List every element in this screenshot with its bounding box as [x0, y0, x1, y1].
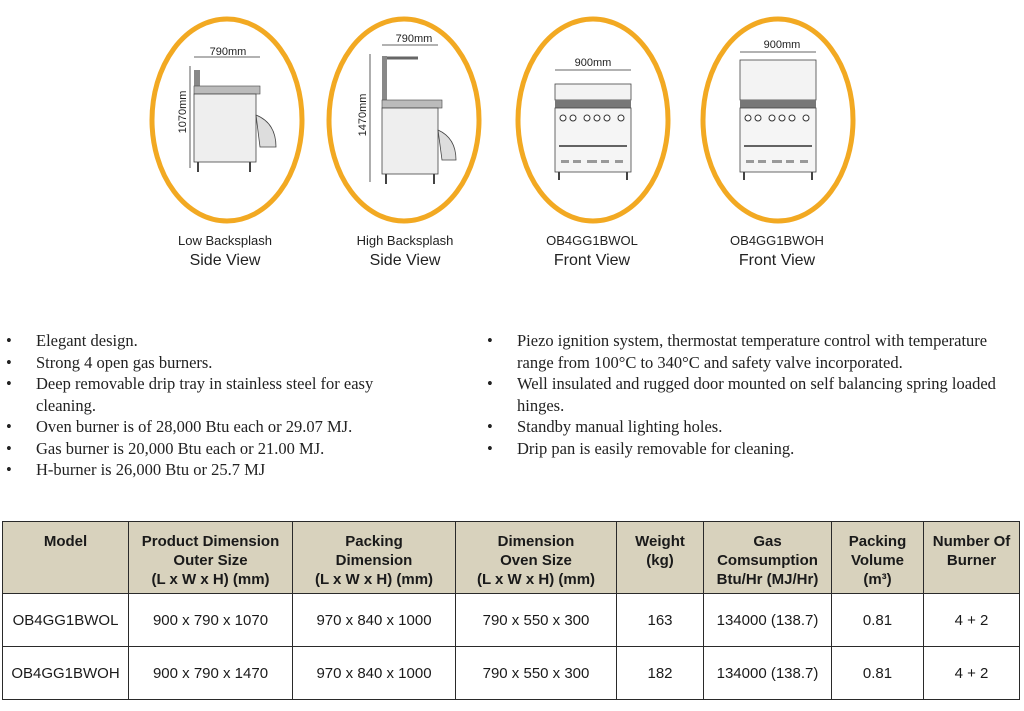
svg-text:790mm: 790mm	[395, 33, 433, 45]
feature-item: • Piezo ignition system, thermostat temperature control with temperature range from 100°C to 340°C and safety valve incorporated.	[487, 330, 1007, 373]
view-caption-1: High Backsplash	[356, 233, 454, 248]
header-weight: Weight (kg)	[617, 522, 704, 594]
view-caption-2: Side View	[189, 252, 261, 269]
feature-item: • Deep removable drip tray in stainless steel for easy cleaning.	[6, 373, 426, 416]
range-front-view-low-icon	[497, 0, 687, 230]
cell-packing-volume: 0.81	[832, 594, 924, 647]
feature-item: • H-burner is 26,000 Btu or 25.7 MJ	[6, 459, 426, 481]
table-header-row	[3, 522, 1020, 594]
table-row	[3, 594, 1020, 647]
view-caption-1: OB4GG1BWOL	[546, 233, 638, 248]
header-oven-dimension: Dimension Oven Size (L x W x H) (mm)	[456, 522, 617, 594]
view-caption-2: Front View	[738, 252, 816, 269]
svg-text:1070mm: 1070mm	[177, 90, 189, 134]
header-model: Model	[3, 522, 129, 594]
view-low-side	[130, 0, 320, 290]
svg-text:900mm: 900mm	[763, 39, 801, 51]
cell-burners: 4 + 2	[924, 647, 1020, 700]
cell-oven-dimension: 790 x 550 x 300	[456, 594, 617, 647]
table-row	[3, 647, 1020, 700]
svg-text:1470mm: 1470mm	[357, 93, 369, 137]
cell-gas-consumption: 134000 (138.7)	[704, 594, 832, 647]
view-front-low	[497, 0, 687, 290]
range-side-view-low-icon	[130, 0, 320, 230]
cell-product-dimension: 900 x 790 x 1070	[129, 594, 293, 647]
header-burners: Number Of Burner	[924, 522, 1020, 594]
feature-item: • Strong 4 open gas burners.	[6, 352, 426, 374]
product-views	[0, 0, 1024, 290]
cell-weight: 182	[617, 647, 704, 700]
cell-packing-dimension: 970 x 840 x 1000	[293, 594, 456, 647]
range-front-view-high-icon	[682, 0, 872, 230]
view-front-high	[682, 0, 872, 290]
cell-gas-consumption: 134000 (138.7)	[704, 647, 832, 700]
cell-packing-dimension: 970 x 840 x 1000	[293, 647, 456, 700]
cell-product-dimension: 900 x 790 x 1470	[129, 647, 293, 700]
cell-model: OB4GG1BWOH	[3, 647, 129, 700]
feature-item: • Drip pan is easily removable for cleaning.	[487, 438, 1007, 460]
header-packing-dimension: Packing Dimension (L x W x H) (mm)	[293, 522, 456, 594]
feature-item: • Oven burner is of 28,000 Btu each or 29.07 MJ.	[6, 416, 426, 438]
features-left	[6, 330, 426, 481]
features-right	[487, 330, 1007, 459]
feature-item: • Standby manual lighting holes.	[487, 416, 1007, 438]
view-caption-2: Front View	[553, 252, 631, 269]
svg-text:790mm: 790mm	[209, 46, 247, 58]
svg-text:900mm: 900mm	[574, 57, 612, 69]
cell-weight: 163	[617, 594, 704, 647]
cell-model: OB4GG1BWOL	[3, 594, 129, 647]
header-gas-consumption: Gas Comsumption Btu/Hr (MJ/Hr)	[704, 522, 832, 594]
view-caption-1: Low Backsplash	[178, 233, 272, 248]
header-product-dimension: Product Dimension Outer Size (L x W x H) (mm)	[129, 522, 293, 594]
feature-item: • Elegant design.	[6, 330, 426, 352]
feature-item: • Gas burner is 20,000 Btu each or 21.00 MJ.	[6, 438, 426, 460]
view-high-side	[310, 0, 500, 290]
spec-table	[2, 521, 1020, 700]
header-packing-volume: Packing Volume (m³)	[832, 522, 924, 594]
cell-packing-volume: 0.81	[832, 647, 924, 700]
range-side-view-high-icon	[310, 0, 500, 230]
view-caption-1: OB4GG1BWOH	[730, 233, 824, 248]
feature-item: • Well insulated and rugged door mounted on self balancing spring loaded hinges.	[487, 373, 1007, 416]
cell-oven-dimension: 790 x 550 x 300	[456, 647, 617, 700]
view-caption-2: Side View	[369, 252, 441, 269]
cell-burners: 4 + 2	[924, 594, 1020, 647]
